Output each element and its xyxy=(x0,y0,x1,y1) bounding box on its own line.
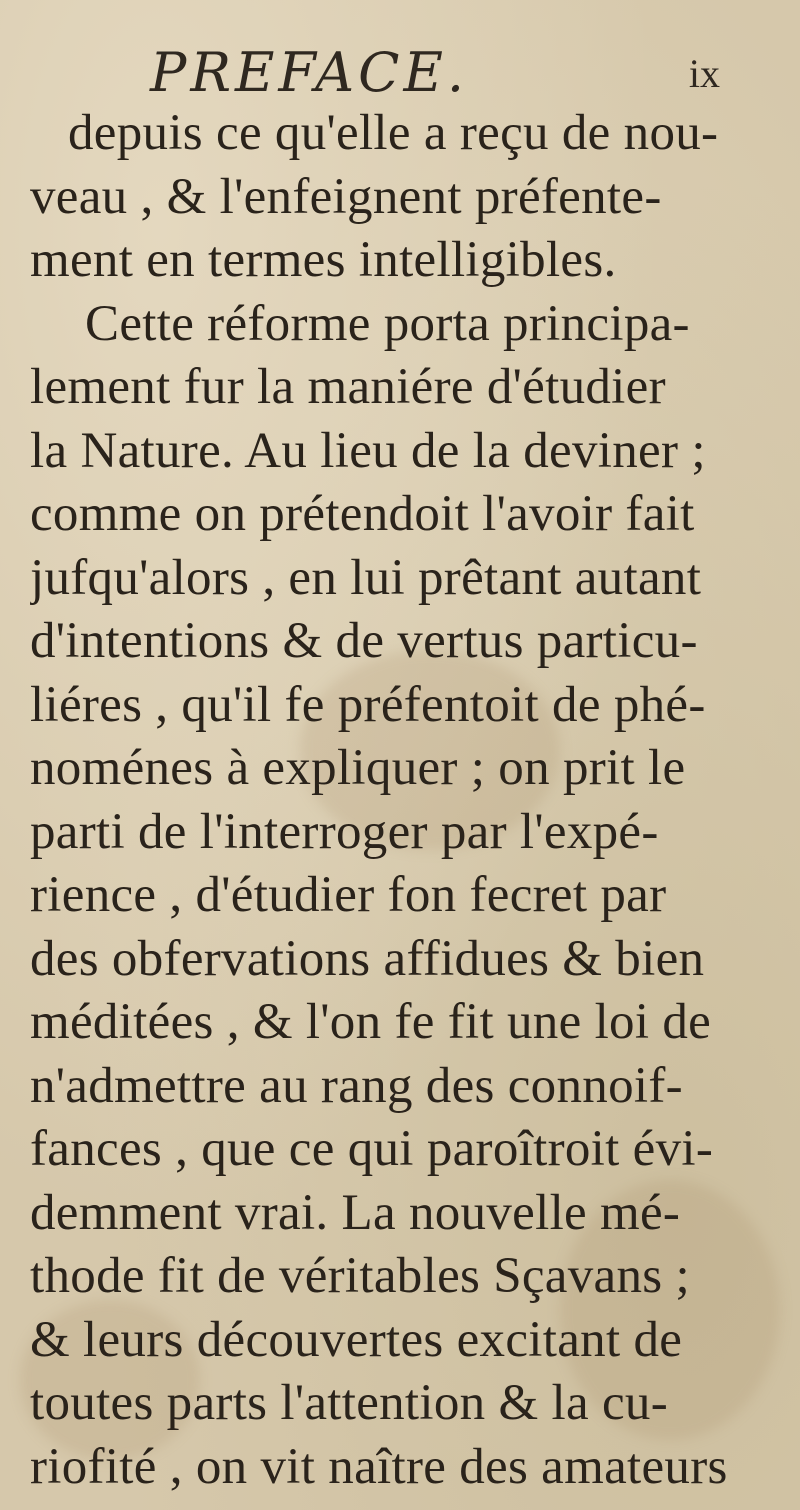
text-line: & leurs découvertes excitant de xyxy=(30,1311,683,1368)
page-number: ix xyxy=(688,51,720,96)
text-line: jufqu'alors , en lui prêtant autant xyxy=(30,549,702,606)
running-head: PREFACE. xyxy=(150,41,469,104)
text-line: lement fur la maniére d'étudier xyxy=(30,359,666,415)
text-line: toutes parts l'attention & la cu- xyxy=(30,1375,669,1431)
body-text xyxy=(30,102,790,1499)
text-line: d'intentions & de vertus particu- xyxy=(30,613,698,669)
text-line: Cette réforme porta principa- xyxy=(85,295,690,352)
page-header xyxy=(100,38,720,108)
text-line: ment en termes intelligibles. xyxy=(30,232,617,288)
text-line: noménes à expliquer ; on prit le xyxy=(30,740,686,796)
text-line: veau , & l'enfeignent préfente- xyxy=(30,168,662,225)
text-line: demment vrai. La nouvelle mé- xyxy=(30,1184,681,1241)
text-line: fances , que ce qui paroîtroit évi- xyxy=(30,1121,714,1177)
text-line: méditées , & l'on fe fit une loi de xyxy=(30,994,712,1050)
text-line: riofité , on vit naître des amateurs xyxy=(30,1438,728,1495)
text-line: depuis ce qu'elle a reçu de nou- xyxy=(68,105,719,161)
text-line: n'admettre au rang des connoif- xyxy=(30,1057,683,1114)
text-line: parti de l'interroger par l'expé- xyxy=(30,803,659,860)
text-line: rience , d'étudier fon fecret par xyxy=(30,867,667,923)
text-line: la Nature. Au lieu de la deviner ; xyxy=(30,422,706,479)
text-line: liéres , qu'il fe préfentoit de phé- xyxy=(30,676,706,733)
text-line: comme on prétendoit l'avoir fait xyxy=(30,486,695,542)
text-line: des obfervations affidues & bien xyxy=(30,930,705,987)
text-line: thode fit de véritables Sçavans ; xyxy=(30,1248,690,1304)
